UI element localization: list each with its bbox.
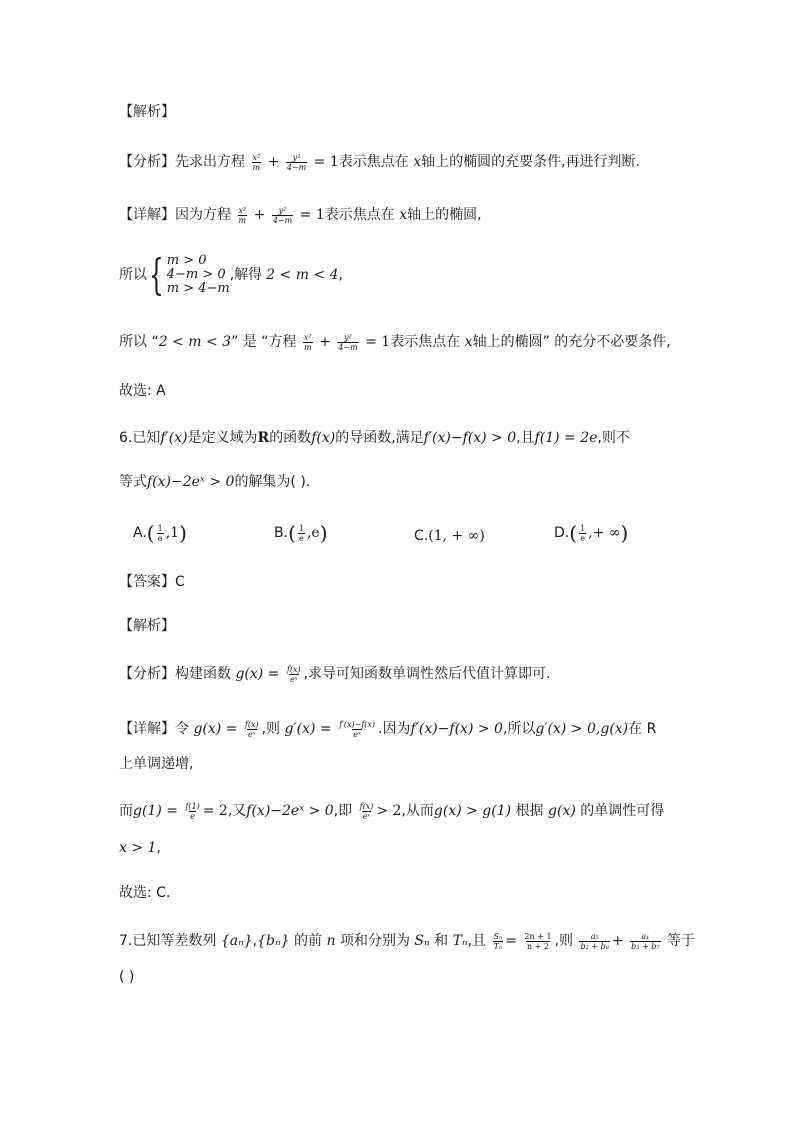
fraction: $\frac{\text{y²}}{4-m}$ — [286, 152, 307, 172]
text: 所以 — [119, 267, 147, 283]
detail-line-1: 【详解】因为方程 $\frac{\text{x²}}{m}$ + $\frac{\text{y²}}{4-m}$ = 1表示焦点在 x轴上的椭圆, — [119, 205, 482, 225]
fraction: $\frac{2n + 1}{n + 2}$ — [524, 931, 552, 951]
derivation-line — [119, 801, 664, 821]
system-row: m > 0 — [166, 253, 207, 268]
text: 的函数 — [269, 430, 312, 446]
analysis-line-1: 【分析】先求出方程 $\frac{\text{x²}}{m}$ + $\frac{\text{y²}}{4-m}$ = 1表示焦点在 x轴上的椭圆的充要条件,再进行判断. — [119, 152, 641, 172]
text: 轴上的椭圆” 的充分不必要条件, — [472, 334, 671, 350]
math: {aₙ} — [220, 933, 253, 949]
var: x — [413, 154, 422, 170]
var: x — [399, 207, 408, 223]
text: 等式 — [119, 474, 147, 490]
text: 等于 — [667, 933, 695, 949]
fraction: $\frac{\text{y²}}{4-m}$ — [272, 205, 293, 225]
brace: { — [149, 250, 164, 299]
text: 的前 — [294, 933, 323, 949]
fraction: $\frac{f(1)}{e}$ — [185, 801, 200, 821]
text: ,即 — [333, 803, 353, 819]
text: 表示焦点在 — [324, 207, 395, 223]
text: ,则 — [261, 721, 281, 737]
text: 所以 “ — [119, 334, 159, 350]
text: ,则不 — [597, 430, 630, 446]
option-c[interactable]: C.(1, + ∞) — [414, 528, 485, 544]
equation: = 1 — [365, 334, 391, 350]
math: R — [257, 430, 270, 446]
fraction: $\frac{f(x)}{\text{eˣ}}$ — [359, 801, 374, 821]
math: f′(x) — [160, 430, 188, 446]
math: Sₙ — [414, 933, 430, 949]
text: ,则 — [554, 933, 573, 949]
fraction: $\frac{\text{a₁}}{\text{b₃ + b₇}}$ — [631, 931, 660, 951]
fraction: $\frac{f'(x)-f(x)}{\text{eˣ}}$ — [339, 719, 376, 739]
system-line — [119, 250, 343, 299]
analysis-label: 【解析】 — [119, 618, 175, 634]
text: .因为 — [378, 721, 411, 737]
fraction: $\frac{f(x)}{\text{eˣ}}$ — [244, 719, 259, 739]
math: > 2 — [376, 803, 402, 819]
math: x > 1 — [119, 840, 157, 856]
fraction: $\frac{\text{x²}}{m}$ — [252, 152, 261, 172]
math: Tₙ — [452, 933, 468, 949]
option-a[interactable]: A.( $\frac{1}{e}$ ,1) — [133, 521, 187, 545]
answer-line: 【答案】C — [119, 574, 185, 590]
text: 6.已知 — [119, 430, 161, 446]
analysis-label: 【解析】 — [119, 104, 175, 120]
text: 【分析】构建函数 — [119, 666, 231, 682]
system-row: 4−m > 0 — [166, 267, 226, 282]
question-7-line-2: ( ) — [119, 969, 135, 985]
text: 的导函数,满足 — [335, 430, 424, 446]
fraction: $\frac{\text{x²}}{m}$ — [303, 332, 312, 352]
system-row: m > 4−m — [166, 281, 230, 296]
math: {bₙ} — [257, 933, 290, 949]
text: 根据 — [515, 803, 544, 819]
question-7-line-1: 7.已知等差数列 {aₙ},{bₙ} 的前 n 项和分别为 Sₙ 和 Tₙ,且 $\frac{\text{Sₙ}}{\text{Tₙ}}$ = $\frac{2n + 1}{n + 2}$ ,则 $\frac{\text{a₅}}{\text{b₂ + b₈}}$ + $\frac{\text{a₁}}{\text{b₃ + b₇}}$ 等于 — [119, 931, 695, 951]
math: g(x) = — [193, 721, 238, 737]
math: g(1) = — [133, 803, 178, 819]
choice-line: 故选: C. — [119, 885, 171, 901]
option-label: C. — [414, 528, 429, 544]
text: , — [338, 267, 343, 283]
text: 而 — [119, 803, 133, 819]
math: g(x) > g(1) — [433, 803, 512, 819]
text: ,解得 — [229, 267, 263, 283]
conclusion-line: 所以 “2 < m < 3” 是 “方程 $\frac{\text{x²}}{m}$ + $\frac{\text{y²}}{4-m}$ = 1表示焦点在 x轴上的椭圆” 的充分不必要条件, — [119, 332, 671, 352]
text: , — [252, 933, 258, 949]
text: 轴上的椭圆, — [407, 207, 482, 223]
math: f′(x)−f(x) > 0 — [410, 721, 503, 737]
text: , — [156, 840, 161, 856]
math: g(x) = — [235, 666, 280, 682]
system-rows — [167, 254, 230, 296]
fraction: $\frac{\text{x²}}{m}$ — [238, 205, 247, 225]
question-6-line-1 — [119, 428, 630, 448]
text: ,且 — [516, 430, 535, 446]
text: 项和分别为 — [339, 933, 410, 949]
equation: = 1 — [299, 207, 325, 223]
text: 轴上的椭圆的充要条件,再进行判断. — [421, 154, 641, 170]
text: 是定义域为 — [187, 430, 258, 446]
fraction: $\frac{\text{a₅}}{\text{b₂ + b₈}}$ — [580, 931, 609, 951]
choice-line: 故选: A — [119, 383, 166, 399]
math: g′(x) = — [284, 721, 332, 737]
math: g′(x) > 0,g(x) — [535, 721, 629, 737]
fraction: $\frac{\text{Sₙ}}{\text{Tₙ}}$ — [493, 931, 503, 951]
detail-line-2b: 上单调递增, — [119, 756, 194, 772]
text: 【分析】先求出方程 — [119, 154, 245, 170]
text: ,又 — [227, 803, 247, 819]
math: f(x)−2eˣ > 0 — [246, 803, 334, 819]
equation: = 1 — [313, 154, 339, 170]
result: 2 < m < 4 — [266, 267, 339, 283]
text: ,所以 — [502, 721, 536, 737]
text: 在 R — [628, 721, 657, 737]
text: 表示焦点在 — [338, 154, 409, 170]
math: f(1) = 2e — [534, 430, 598, 446]
var: x — [464, 334, 473, 350]
text: 表示焦点在 — [390, 334, 461, 350]
math: f′(x)−f(x) > 0 — [423, 430, 517, 446]
condition: 2 < m < 3 — [158, 334, 232, 350]
detail-line-2 — [119, 719, 656, 739]
option-b[interactable]: B.( $\frac{1}{e}$ ,e) — [274, 521, 328, 545]
math: = 2 — [202, 803, 228, 819]
option-label: B. — [274, 525, 289, 541]
text: 【详解】令 — [119, 721, 189, 737]
text: ,且 — [467, 933, 487, 949]
math: g(x) — [548, 803, 576, 819]
text: 的解集为( ). — [234, 474, 311, 490]
option-label: D. — [554, 525, 570, 541]
text: ” 是 “方程 — [231, 334, 297, 350]
math: f(x)−2eˣ > 0 — [147, 474, 235, 490]
analysis-line-2 — [119, 664, 551, 684]
derivation-line-2 — [119, 838, 161, 858]
text: 和 — [434, 933, 449, 949]
option-d[interactable]: D.( $\frac{1}{e}$ ,+ ∞) — [554, 521, 629, 545]
text: 7.已知等差数列 — [119, 933, 217, 949]
math: n — [326, 933, 336, 949]
text: ,从而 — [401, 803, 434, 819]
fraction: $\frac{f(x)}{\text{eˣ}}$ — [286, 664, 301, 684]
math: f(x) — [311, 430, 336, 446]
text: 【详解】因为方程 — [119, 207, 231, 223]
question-6-line-2 — [119, 472, 310, 492]
text: ,求导可知函数单调性然后代值计算即可. — [303, 666, 551, 682]
option-label: A. — [133, 525, 147, 541]
text: 的单调性可得 — [580, 803, 665, 819]
fraction: $\frac{\text{y²}}{4-m}$ — [338, 332, 358, 352]
